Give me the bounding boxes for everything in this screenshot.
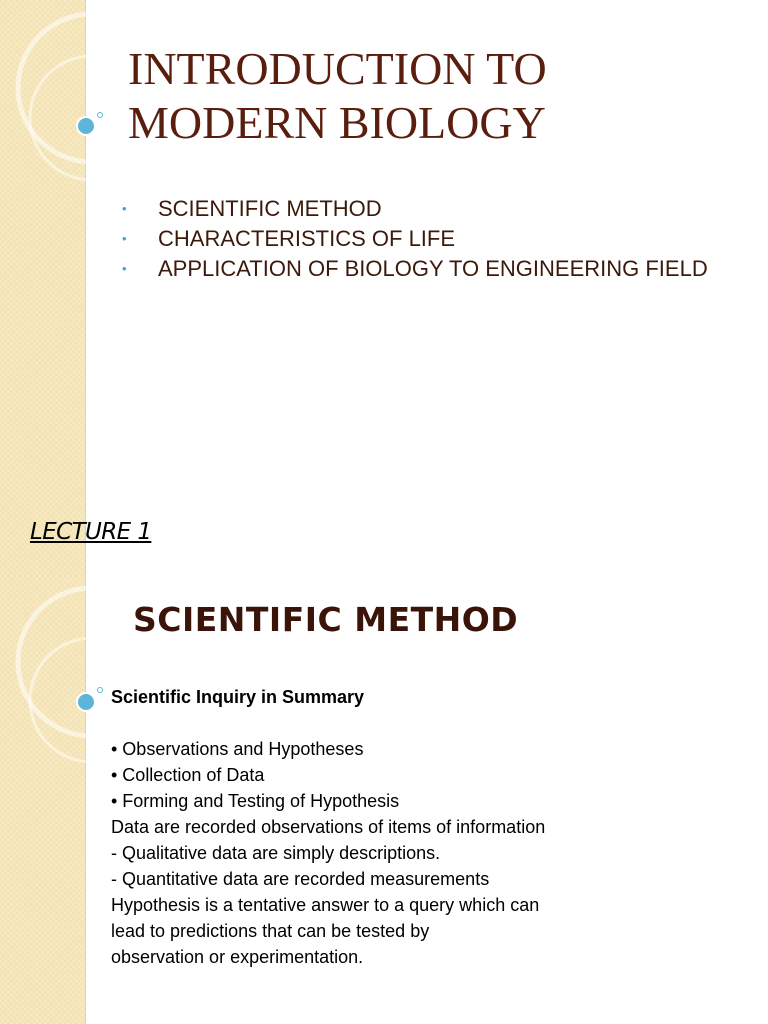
bullet-dot-icon: •: [122, 231, 127, 246]
summary-content: [111, 684, 711, 970]
content-line: - Quantitative data are recorded measurements: [111, 869, 490, 889]
content-line: • Forming and Testing of Hypothesis: [111, 791, 400, 811]
summary-title: Scientific Inquiry in Summary: [111, 687, 365, 707]
topic-bullet-list: [118, 196, 728, 286]
ring-ornament-icon: [0, 0, 140, 200]
bullet-item: [118, 226, 728, 252]
slide-2: [0, 576, 768, 1024]
bullet-text: SCIENTIFIC METHOD: [158, 196, 382, 221]
bullet-text: CHARACTERISTICS OF LIFE: [158, 226, 456, 251]
content-line: lead to predictions that can be tested by: [111, 921, 430, 941]
slide-title-line-2: MODERN BIOLOGY: [128, 97, 546, 148]
bullet-item: [118, 196, 728, 222]
bullet-dot-icon: •: [122, 261, 127, 276]
content-line: Hypothesis is a tentative answer to a query which can: [111, 895, 540, 915]
content-line: Data are recorded observations of items of information: [111, 817, 546, 837]
slide-title: [128, 42, 728, 150]
content-line: • Collection of Data: [111, 765, 265, 785]
section-heading: SCIENTIFIC METHOD: [133, 600, 519, 639]
lecture-label: LECTURE 1: [30, 519, 152, 545]
content-line: - Qualitative data are simply descriptions.: [111, 843, 441, 863]
content-line: • Observations and Hypotheses: [111, 739, 364, 759]
content-line: observation or experimentation.: [111, 947, 364, 967]
bullet-text: APPLICATION OF BIOLOGY TO ENGINEERING FIELD: [158, 256, 708, 281]
bullet-dot-icon: •: [122, 201, 127, 216]
bullet-item: [118, 256, 728, 282]
slide-title-line-1: INTRODUCTION TO: [128, 43, 547, 94]
